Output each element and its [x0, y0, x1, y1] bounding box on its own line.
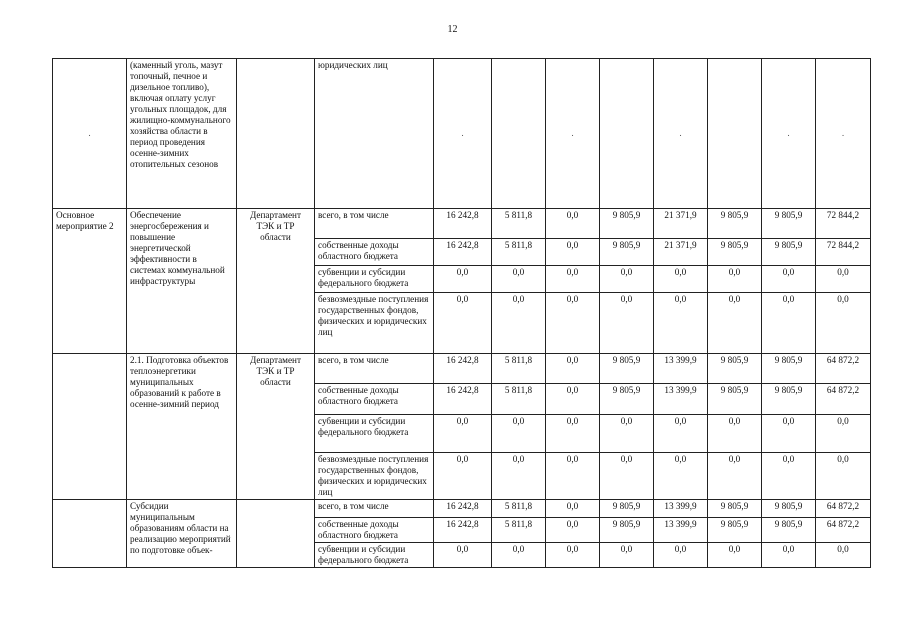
funding-source: субвенции и субсидии федерального бюджета — [315, 266, 434, 293]
amount-cell: 0,0 — [708, 415, 762, 453]
amount-cell: 64 872,2 — [816, 354, 871, 384]
amount-cell: 0,0 — [492, 415, 546, 453]
amount-cell: 5 811,8 — [492, 384, 546, 415]
amount-cell: 21 371,9 — [654, 209, 708, 239]
amount-cell: 16 242,8 — [434, 384, 492, 415]
amount-cell: 9 805,9 — [762, 209, 816, 239]
amount-cell: 0,0 — [546, 543, 600, 568]
activity-label — [53, 500, 127, 568]
amount-cell: 13 399,9 — [654, 354, 708, 384]
amount-cell: 0,0 — [600, 293, 654, 354]
amount-cell: 0,0 — [600, 415, 654, 453]
top-row-mark: . — [654, 59, 708, 209]
amount-cell: 0,0 — [434, 543, 492, 568]
activity-description: 2.1. Подготовка объектов теплоэнергетики муниципальных образований к работе в осенне-зимний период — [127, 354, 237, 500]
amount-cell: 0,0 — [816, 293, 871, 354]
amount-cell: 0,0 — [492, 543, 546, 568]
amount-cell: 9 805,9 — [708, 384, 762, 415]
top-row-mark: . — [546, 59, 600, 209]
top-row-mark: . — [53, 59, 127, 209]
amount-cell: 9 805,9 — [762, 500, 816, 518]
amount-cell: 16 242,8 — [434, 239, 492, 266]
amount-cell: 0,0 — [708, 266, 762, 293]
top-row-mark: . — [762, 59, 816, 209]
funding-source: всего, в том числе — [315, 500, 434, 518]
top-row-cell — [708, 59, 762, 209]
amount-cell: 16 242,8 — [434, 209, 492, 239]
funding-source: собственные доходы областного бюджета — [315, 239, 434, 266]
amount-cell: 0,0 — [546, 354, 600, 384]
top-row-cell — [492, 59, 546, 209]
top-row-mark: . — [434, 59, 492, 209]
amount-cell: 9 805,9 — [600, 384, 654, 415]
activity-executor: Департамент ТЭК и ТР области — [237, 209, 315, 354]
amount-cell: 0,0 — [600, 266, 654, 293]
amount-cell: 0,0 — [434, 293, 492, 354]
amount-cell: 9 805,9 — [762, 518, 816, 543]
funding-source: безвозмездные поступления государственных фондов, физических и юридических лиц — [315, 453, 434, 500]
amount-cell: 9 805,9 — [762, 384, 816, 415]
amount-cell: 0,0 — [546, 266, 600, 293]
amount-cell: 0,0 — [434, 415, 492, 453]
amount-cell: 0,0 — [654, 266, 708, 293]
amount-cell: 16 242,8 — [434, 500, 492, 518]
amount-cell: 21 371,9 — [654, 239, 708, 266]
amount-cell: 9 805,9 — [762, 354, 816, 384]
amount-cell: 0,0 — [816, 543, 871, 568]
amount-cell: 9 805,9 — [708, 209, 762, 239]
amount-cell: 0,0 — [546, 415, 600, 453]
table-row — [53, 500, 871, 518]
amount-cell: 0,0 — [762, 293, 816, 354]
amount-cell: 0,0 — [654, 453, 708, 500]
table-row — [53, 59, 871, 209]
funding-source: собственные доходы областного бюджета — [315, 518, 434, 543]
funding-source: субвенции и субсидии федерального бюджета — [315, 415, 434, 453]
amount-cell: 0,0 — [654, 543, 708, 568]
funding-source: субвенции и субсидии федерального бюджета — [315, 543, 434, 568]
activity-executor: Департамент ТЭК и ТР области — [237, 354, 315, 500]
top-row-description: (каменный уголь, мазут топочный, печное и дизельное топливо), включая оплату услуг угольных площадок, для жилищно-коммунального хозяйства области в период проведения осенне-зимних отопительных сезонов — [127, 59, 237, 209]
amount-cell: 5 811,8 — [492, 209, 546, 239]
amount-cell: 0,0 — [816, 266, 871, 293]
amount-cell: 0,0 — [546, 239, 600, 266]
amount-cell: 0,0 — [762, 266, 816, 293]
table-row — [53, 354, 871, 384]
amount-cell: 9 805,9 — [708, 518, 762, 543]
amount-cell: 9 805,9 — [600, 209, 654, 239]
table-row — [53, 209, 871, 239]
funding-source: безвозмездные поступления государственных фондов, физических и юридических лиц — [315, 293, 434, 354]
amount-cell: 0,0 — [762, 453, 816, 500]
amount-cell: 9 805,9 — [600, 354, 654, 384]
amount-cell: 16 242,8 — [434, 354, 492, 384]
amount-cell: 5 811,8 — [492, 518, 546, 543]
amount-cell: 9 805,9 — [600, 239, 654, 266]
amount-cell: 9 805,9 — [600, 518, 654, 543]
top-row-cell — [600, 59, 654, 209]
amount-cell: 0,0 — [654, 415, 708, 453]
budget-table — [52, 58, 871, 568]
amount-cell: 0,0 — [762, 415, 816, 453]
amount-cell: 0,0 — [708, 543, 762, 568]
amount-cell: 72 844,2 — [816, 209, 871, 239]
amount-cell: 0,0 — [816, 453, 871, 500]
amount-cell: 0,0 — [654, 293, 708, 354]
amount-cell: 9 805,9 — [708, 354, 762, 384]
amount-cell: 0,0 — [434, 266, 492, 293]
activity-label: Основное мероприятие 2 — [53, 209, 127, 354]
amount-cell: 5 811,8 — [492, 354, 546, 384]
amount-cell: 0,0 — [434, 453, 492, 500]
amount-cell: 0,0 — [762, 543, 816, 568]
funding-source: собственные доходы областного бюджета — [315, 384, 434, 415]
activity-description: Обеспечение энергосбережения и повышение энергетической эффективности в системах коммунальной инфраструктуры — [127, 209, 237, 354]
amount-cell: 0,0 — [600, 543, 654, 568]
amount-cell: 64 872,2 — [816, 518, 871, 543]
amount-cell: 13 399,9 — [654, 384, 708, 415]
amount-cell: 9 805,9 — [600, 500, 654, 518]
amount-cell: 13 399,9 — [654, 500, 708, 518]
amount-cell: 0,0 — [708, 453, 762, 500]
funding-source: всего, в том числе — [315, 354, 434, 384]
amount-cell: 0,0 — [816, 415, 871, 453]
amount-cell: 9 805,9 — [708, 239, 762, 266]
amount-cell: 13 399,9 — [654, 518, 708, 543]
amount-cell: 0,0 — [546, 453, 600, 500]
amount-cell: 16 242,8 — [434, 518, 492, 543]
amount-cell: 0,0 — [492, 453, 546, 500]
activity-executor — [237, 500, 315, 568]
amount-cell: 0,0 — [546, 209, 600, 239]
amount-cell: 0,0 — [492, 293, 546, 354]
amount-cell: 5 811,8 — [492, 500, 546, 518]
activity-label — [53, 354, 127, 500]
amount-cell: 0,0 — [546, 384, 600, 415]
amount-cell: 64 872,2 — [816, 384, 871, 415]
amount-cell: 9 805,9 — [708, 500, 762, 518]
amount-cell: 0,0 — [546, 500, 600, 518]
amount-cell: 0,0 — [708, 293, 762, 354]
amount-cell: 9 805,9 — [762, 239, 816, 266]
amount-cell: 0,0 — [492, 266, 546, 293]
amount-cell: 0,0 — [546, 293, 600, 354]
top-row-source: юридических лиц — [315, 59, 434, 209]
amount-cell: 64 872,2 — [816, 500, 871, 518]
funding-source: всего, в том числе — [315, 209, 434, 239]
top-row-executor — [237, 59, 315, 209]
page-number: 12 — [447, 24, 458, 35]
activity-description: Субсидии муниципальным образованиям области на реализацию мероприятий по подготовке объек- — [127, 500, 237, 568]
amount-cell: 0,0 — [600, 453, 654, 500]
amount-cell: 72 844,2 — [816, 239, 871, 266]
top-row-mark: . — [816, 59, 871, 209]
table-body — [53, 59, 871, 568]
amount-cell: 5 811,8 — [492, 239, 546, 266]
amount-cell: 0,0 — [546, 518, 600, 543]
